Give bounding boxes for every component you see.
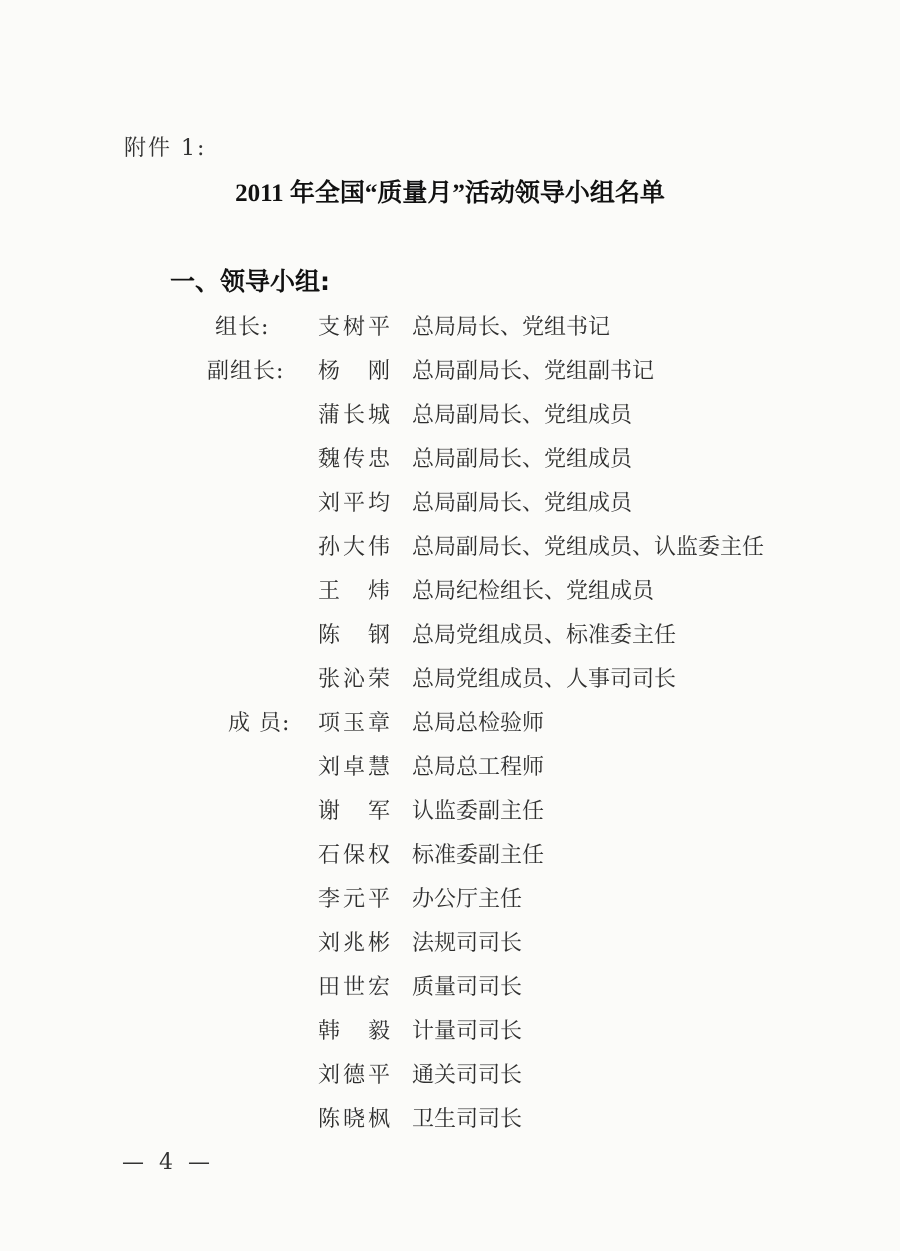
member-position: 总局总工程师: [412, 755, 545, 780]
roster-row: [0, 521, 900, 565]
member-position: 总局副局长、党组成员、认监委主任: [412, 535, 765, 560]
member-position: 计量司司长: [412, 1019, 523, 1044]
member-position: 总局局长、党组书记: [412, 315, 611, 340]
roster-row: [0, 829, 900, 873]
member-position: 质量司司长: [412, 975, 523, 1000]
member-position: 总局副局长、党组成员: [412, 403, 633, 428]
roster-row: [0, 433, 900, 477]
member-name: 王 炜: [318, 579, 390, 604]
member-position: 总局副局长、党组副书记: [412, 359, 655, 384]
member-position: 法规司司长: [412, 931, 523, 956]
roster-row: [0, 741, 900, 785]
member-position: 总局纪检组长、党组成员: [412, 579, 655, 604]
member-position: 总局副局长、党组成员: [412, 447, 633, 472]
roster-row: [0, 1093, 900, 1137]
roster-row: [0, 609, 900, 653]
member-name: 刘兆彬: [318, 931, 390, 956]
member-name: 刘平均: [318, 491, 390, 516]
member-name: 陈 钢: [318, 623, 390, 648]
member-name: 项玉章: [318, 711, 390, 736]
roster-row: [0, 653, 900, 697]
role-label-deputy: 副组长:: [207, 359, 285, 384]
roster-row: [0, 345, 900, 389]
member-position: 办公厅主任: [412, 887, 523, 912]
role-label-member: 成 员:: [228, 711, 291, 736]
document-title: 2011 年全国“质量月”活动领导小组名单: [235, 180, 665, 207]
member-name: 韩 毅: [318, 1019, 390, 1044]
roster-row: [0, 1005, 900, 1049]
roster-row: [0, 785, 900, 829]
member-position: 总局总检验师: [412, 711, 545, 736]
member-name: 刘卓慧: [318, 755, 390, 780]
roster-row: [0, 565, 900, 609]
member-name: 刘德平: [318, 1063, 390, 1088]
member-position: 认监委副主任: [412, 799, 545, 824]
member-position: 通关司司长: [412, 1063, 523, 1088]
roster-row: [0, 961, 900, 1005]
member-name: 蒲长城: [318, 403, 390, 428]
member-name: 杨 刚: [318, 359, 390, 384]
page-number: — 4 —: [122, 1150, 214, 1175]
member-position: 标准委副主任: [412, 843, 545, 868]
roster-row: [0, 477, 900, 521]
roster: [0, 301, 900, 1137]
roster-row: [0, 917, 900, 961]
member-name: 魏传忠: [318, 447, 390, 472]
roster-row: [0, 389, 900, 433]
member-name: 谢 军: [318, 799, 390, 824]
role-label-leader: 组长:: [215, 315, 270, 340]
attachment-label: 附件 1:: [124, 136, 207, 161]
member-name: 田世宏: [318, 975, 390, 1000]
member-name: 支树平: [318, 315, 390, 340]
member-name: 李元平: [318, 887, 390, 912]
member-name: 石保权: [318, 843, 390, 868]
member-position: 卫生司司长: [412, 1107, 523, 1132]
roster-row: [0, 873, 900, 917]
member-name: 陈晓枫: [318, 1107, 390, 1132]
member-name: 孙大伟: [318, 535, 390, 560]
section-heading: 一、领导小组:: [170, 267, 330, 296]
roster-row: [0, 1049, 900, 1093]
member-position: 总局副局长、党组成员: [412, 491, 633, 516]
roster-row: [0, 301, 900, 345]
member-position: 总局党组成员、标准委主任: [412, 623, 677, 648]
roster-row: [0, 697, 900, 741]
member-name: 张沁荣: [318, 667, 390, 692]
member-position: 总局党组成员、人事司司长: [412, 667, 677, 692]
